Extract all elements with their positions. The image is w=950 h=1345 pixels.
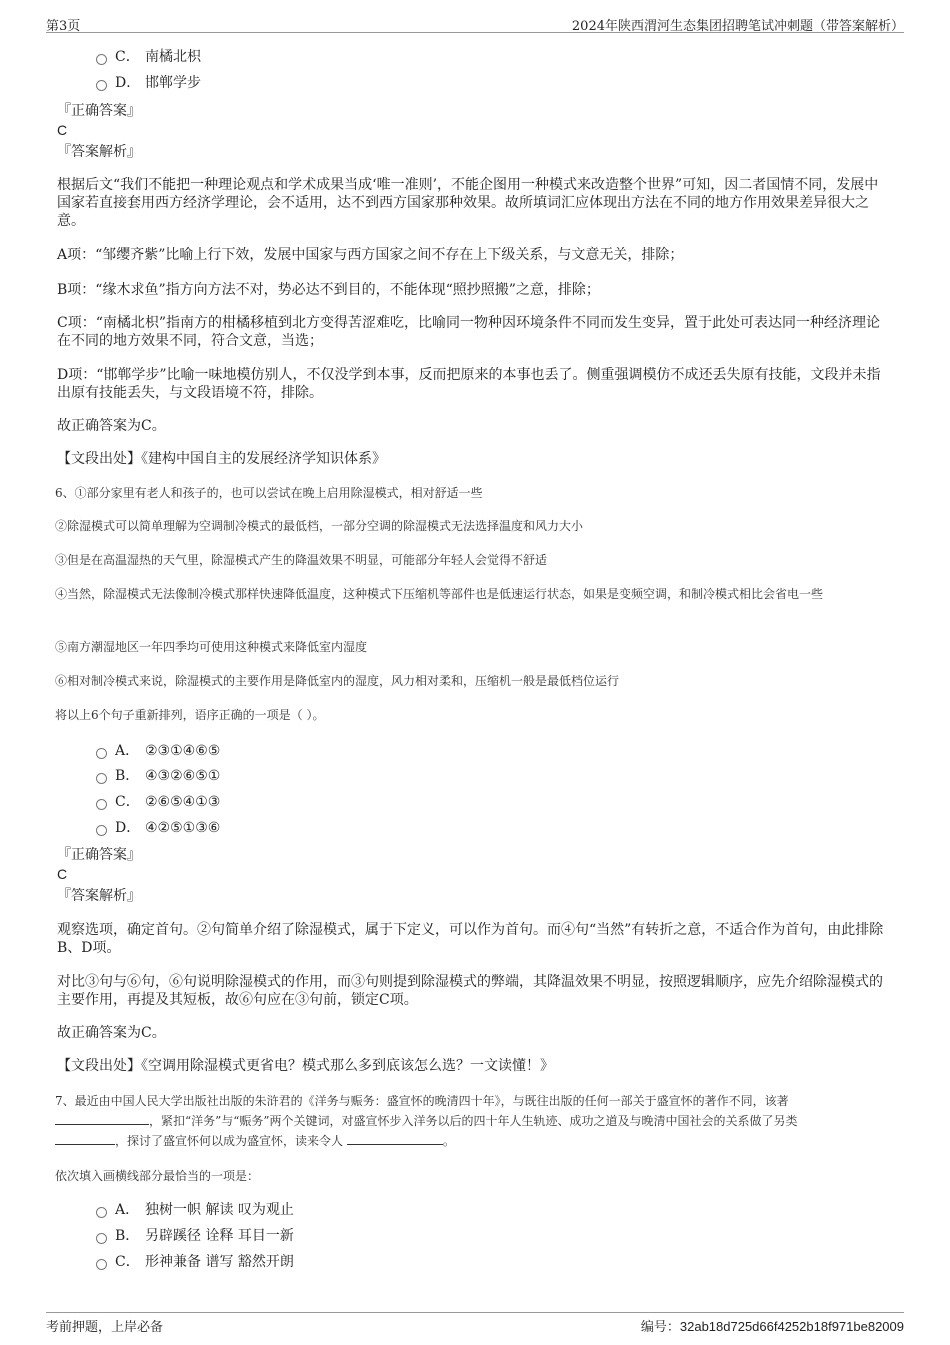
option-a[interactable]: A． 独树一帜 解读 叹为观止 bbox=[96, 1200, 294, 1220]
radio-icon[interactable] bbox=[96, 799, 107, 810]
document-title: 2024年陕西渭河生态集团招聘笔试冲刺题（带答案解析） bbox=[571, 19, 904, 34]
sentence-6: ⑥相对制冷模式来说，除湿模式的主要作用是降低室内的湿度，风力相对柔和，压缩机一般是最低档位运行 bbox=[55, 674, 620, 688]
page-footer bbox=[46, 1312, 904, 1343]
analysis-paragraph: A项：“邹缨齐紫”比喻上行下效，发展中国家与西方国家之间不存在上下级关系，与文意无关，排除； bbox=[57, 247, 684, 263]
question-stem: 6、①部分家里有老人和孩子的，也可以尝试在晚上启用除湿模式，相对舒适一些 bbox=[55, 486, 483, 500]
option-b[interactable]: B． ④③②⑥⑤① bbox=[96, 766, 220, 786]
option-a[interactable]: A． ②③①④⑥⑤ bbox=[96, 741, 220, 761]
source-citation: 【文段出处】《空调用除湿模式更省电？模式那么多到底该怎么选？一文读懂！》 bbox=[57, 1058, 554, 1074]
analysis-paragraph: 对比③句与⑥句，⑥句说明除湿模式的作用，而③句则提到除湿模式的弊端，其降温效果不明显，按照逻辑顺序，应先介绍除湿模式的主要作用，再提及其短板，故⑥句应在③句前，锁定C项。 bbox=[57, 974, 883, 1008]
radio-icon[interactable] bbox=[96, 80, 107, 91]
analysis-paragraph: 观察选项，确定首句。②句简单介绍了除湿模式，属于下定义，可以作为首句。而④句“当然”有转折之意，不适合作为首句，由此排除B、D项。 bbox=[57, 922, 884, 956]
fill-blank-2[interactable] bbox=[55, 1131, 115, 1145]
answer-value: C bbox=[57, 122, 68, 138]
analysis-conclusion: 故正确答案为C。 bbox=[57, 1025, 166, 1041]
option-d[interactable]: D． ④②⑤①③⑥ bbox=[96, 818, 220, 838]
analysis-paragraph: 根据后文“我们不能把一种理论观点和学术成果当成‘唯一准则’，不能企图用一种模式来改造整个世界”可知，因二者国情不同，发展中国家若直接套用西方经济学理论，会不适用，达不到西方国家那种效果。故所填词汇应体现出方法在不同的地方作用效果差异很大之意。 bbox=[57, 177, 879, 229]
sentence-3: ③但是在高温湿热的天气里，除湿模式产生的降温效果不明显，可能部分年轻人会觉得不舒适 bbox=[55, 553, 548, 567]
radio-icon[interactable] bbox=[96, 748, 107, 759]
document-code: 编号：32ab18d725d66f4252b18f971be82009 bbox=[640, 1319, 904, 1335]
radio-icon[interactable] bbox=[96, 1207, 107, 1218]
analysis-conclusion: 故正确答案为C。 bbox=[57, 418, 166, 434]
source-citation: 【文段出处】《建构中国自主的发展经济学知识体系》 bbox=[57, 451, 386, 467]
option-c[interactable]: C． 形神兼备 谱写 豁然开朗 bbox=[96, 1252, 294, 1272]
analysis-paragraph: B项：“缘木求鱼”指方向方法不对，势必达不到目的，不能体现“照抄照搬”之意，排除； bbox=[57, 282, 600, 298]
question-prompt: 将以上6个句子重新排列，语序正确的一项是（ ）。 bbox=[55, 708, 325, 722]
radio-icon[interactable] bbox=[96, 773, 107, 784]
analysis-paragraph: C项：“南橘北枳”指南方的柑橘移植到北方变得苦涩难吃，比喻同一物种因环境条件不同而发生变异，置于此处可表达同一种经济理论在不同的地方效果不同，符合文意，当选； bbox=[57, 315, 881, 349]
answer-value: C bbox=[57, 866, 68, 882]
fill-blank-3[interactable] bbox=[347, 1131, 443, 1145]
question-stem: 7、最近由中国人民大学出版社出版的朱浒君的《洋务与赈务：盛宣怀的晚清四十年》，与既往出版的任何一部关于盛宣怀的著作不同，该著 ，紧扣“洋务”与“赈务”两个关键词，对盛宣怀步入洋务以后的四十年人生轨迹、成功之道及与晚清中国社会的关系做了另类 ，探讨了盛宣怀何以成为盛宣怀，读来令人 。 bbox=[55, 1094, 798, 1148]
page-header bbox=[46, 10, 904, 33]
answer-label: 『正确答案』 bbox=[57, 103, 141, 119]
option-b[interactable]: B． 另辟蹊径 诠释 耳目一新 bbox=[96, 1226, 294, 1246]
option-c[interactable]: C． 南橘北枳 bbox=[96, 47, 201, 67]
option-d[interactable]: D． 邯郸学步 bbox=[96, 73, 201, 93]
radio-icon[interactable] bbox=[96, 1259, 107, 1270]
option-c[interactable]: C． ②⑥⑤④①③ bbox=[96, 792, 220, 812]
answer-label: 『正确答案』 bbox=[57, 847, 141, 863]
radio-icon[interactable] bbox=[96, 54, 107, 65]
analysis-paragraph: D项：“邯郸学步”比喻一味地模仿别人，不仅没学到本事，反而把原来的本事也丢了。侧重强调模仿不成还丢失原有技能，文段并未指出原有技能丢失，与文段语境不符，排除。 bbox=[57, 367, 881, 401]
sentence-2: ②除湿模式可以简单理解为空调制冷模式的最低档，一部分空调的除湿模式无法选择温度和风力大小 bbox=[55, 519, 584, 533]
radio-icon[interactable] bbox=[96, 1233, 107, 1244]
analysis-label: 『答案解析』 bbox=[57, 888, 141, 904]
footer-slogan: 考前押题，上岸必备 bbox=[46, 1320, 164, 1335]
fill-blank-1[interactable] bbox=[55, 1111, 149, 1125]
question-prompt: 依次填入画横线部分最恰当的一项是： bbox=[55, 1169, 260, 1183]
sentence-4: ④当然，除湿模式无法像制冷模式那样快速降低温度，这种模式下压缩机等部件也是低速运行状态，如果是变频空调，和制冷模式相比会省电一些 bbox=[55, 587, 824, 601]
radio-icon[interactable] bbox=[96, 825, 107, 836]
page-number: 第3页 bbox=[46, 19, 81, 34]
sentence-5: ⑤南方潮湿地区一年四季均可使用这种模式来降低室内湿度 bbox=[55, 640, 368, 654]
analysis-label: 『答案解析』 bbox=[57, 144, 141, 160]
